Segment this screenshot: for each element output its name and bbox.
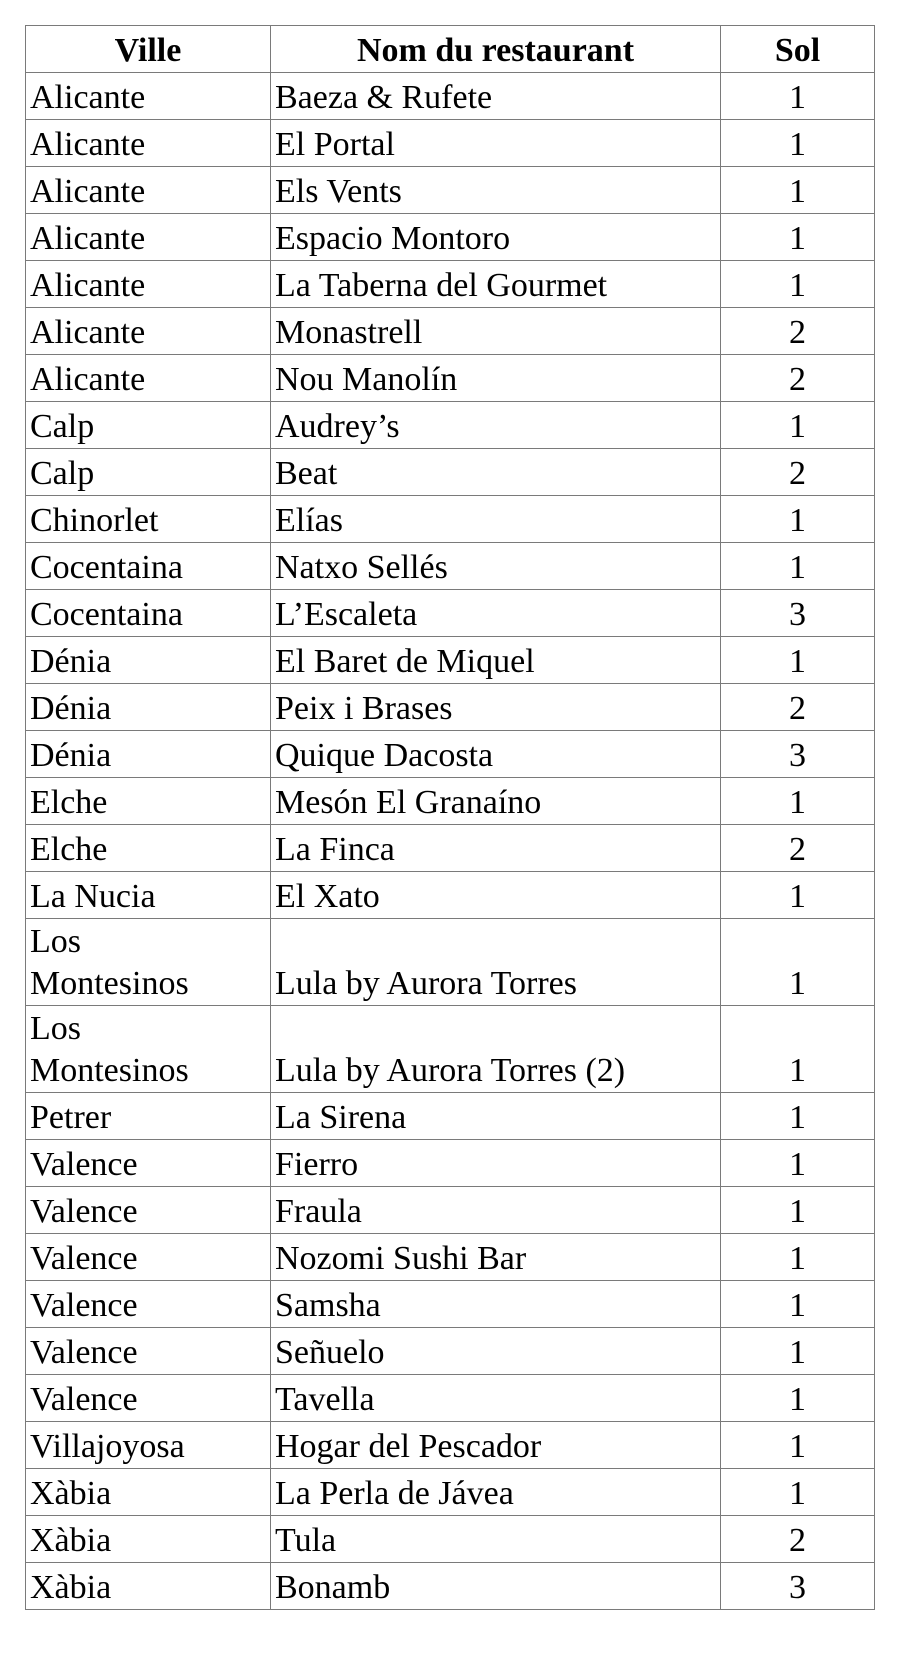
cell-restaurant: Lula by Aurora Torres (2) <box>271 1006 721 1093</box>
header-row <box>26 26 875 73</box>
cell-sol: 1 <box>721 120 875 167</box>
table-row <box>26 1187 875 1234</box>
table-row <box>26 355 875 402</box>
cell-sol: 1 <box>721 1469 875 1516</box>
header-city: Ville <box>26 26 271 73</box>
cell-sol: 2 <box>721 355 875 402</box>
cell-city: Valence <box>26 1375 271 1422</box>
cell-restaurant: Baeza & Rufete <box>271 73 721 120</box>
table-row <box>26 637 875 684</box>
cell-city: Xàbia <box>26 1516 271 1563</box>
cell-city: Villajoyosa <box>26 1422 271 1469</box>
cell-restaurant: Espacio Montoro <box>271 214 721 261</box>
cell-restaurant: L’Escaleta <box>271 590 721 637</box>
cell-city: Valence <box>26 1328 271 1375</box>
table-row <box>26 825 875 872</box>
cell-city: Alicante <box>26 167 271 214</box>
cell-city: Petrer <box>26 1093 271 1140</box>
cell-sol: 2 <box>721 308 875 355</box>
cell-restaurant: La Finca <box>271 825 721 872</box>
cell-city: Dénia <box>26 637 271 684</box>
table-row <box>26 402 875 449</box>
cell-city: Cocentaina <box>26 543 271 590</box>
cell-sol: 1 <box>721 1140 875 1187</box>
table-row <box>26 120 875 167</box>
cell-restaurant: Peix i Brases <box>271 684 721 731</box>
cell-sol: 1 <box>721 919 875 1006</box>
table-row <box>26 1375 875 1422</box>
cell-sol: 3 <box>721 731 875 778</box>
table-row <box>26 73 875 120</box>
table-row <box>26 1516 875 1563</box>
cell-sol: 1 <box>721 261 875 308</box>
cell-restaurant: Fierro <box>271 1140 721 1187</box>
cell-sol: 1 <box>721 543 875 590</box>
table-row <box>26 1140 875 1187</box>
cell-restaurant: Bonamb <box>271 1563 721 1610</box>
table-row <box>26 919 875 1006</box>
cell-restaurant: Tavella <box>271 1375 721 1422</box>
table-row <box>26 1093 875 1140</box>
cell-sol: 1 <box>721 496 875 543</box>
cell-city: Alicante <box>26 261 271 308</box>
cell-restaurant: El Baret de Miquel <box>271 637 721 684</box>
cell-restaurant: Nou Manolín <box>271 355 721 402</box>
table-body <box>26 73 875 1610</box>
cell-restaurant: Fraula <box>271 1187 721 1234</box>
cell-restaurant: Lula by Aurora Torres <box>271 919 721 1006</box>
cell-restaurant: Samsha <box>271 1281 721 1328</box>
table-row <box>26 731 875 778</box>
cell-restaurant: Els Vents <box>271 167 721 214</box>
cell-restaurant: El Portal <box>271 120 721 167</box>
header-restaurant: Nom du restaurant <box>271 26 721 73</box>
cell-restaurant: Señuelo <box>271 1328 721 1375</box>
cell-city: Xàbia <box>26 1469 271 1516</box>
cell-restaurant: Tula <box>271 1516 721 1563</box>
table-row <box>26 543 875 590</box>
cell-sol: 1 <box>721 1422 875 1469</box>
cell-sol: 2 <box>721 449 875 496</box>
table-row <box>26 1234 875 1281</box>
table-row <box>26 1469 875 1516</box>
cell-sol: 1 <box>721 778 875 825</box>
cell-sol: 1 <box>721 872 875 919</box>
cell-city: Cocentaina <box>26 590 271 637</box>
cell-sol: 2 <box>721 1516 875 1563</box>
cell-city: Alicante <box>26 214 271 261</box>
cell-city: Valence <box>26 1140 271 1187</box>
cell-restaurant: La Perla de Jávea <box>271 1469 721 1516</box>
restaurant-table <box>25 25 875 1610</box>
cell-sol: 2 <box>721 684 875 731</box>
cell-sol: 1 <box>721 1328 875 1375</box>
cell-sol: 1 <box>721 637 875 684</box>
cell-restaurant: La Taberna del Gourmet <box>271 261 721 308</box>
cell-city: Los Montesinos <box>26 919 271 1006</box>
cell-sol: 1 <box>721 1375 875 1422</box>
table-row <box>26 1281 875 1328</box>
cell-city: Alicante <box>26 308 271 355</box>
cell-city: Calp <box>26 449 271 496</box>
cell-restaurant: El Xato <box>271 872 721 919</box>
cell-city: Elche <box>26 778 271 825</box>
cell-city: La Nucia <box>26 872 271 919</box>
cell-restaurant: La Sirena <box>271 1093 721 1140</box>
cell-restaurant: Audrey’s <box>271 402 721 449</box>
cell-sol: 1 <box>721 73 875 120</box>
table-row <box>26 496 875 543</box>
cell-sol: 1 <box>721 1281 875 1328</box>
cell-city: Alicante <box>26 73 271 120</box>
cell-restaurant: Beat <box>271 449 721 496</box>
header-sol: Sol <box>721 26 875 73</box>
cell-restaurant: Mesón El Granaíno <box>271 778 721 825</box>
table-row <box>26 449 875 496</box>
cell-city: Los Montesinos <box>26 1006 271 1093</box>
table-row <box>26 1422 875 1469</box>
cell-restaurant: Elías <box>271 496 721 543</box>
table-row <box>26 684 875 731</box>
cell-restaurant: Nozomi Sushi Bar <box>271 1234 721 1281</box>
cell-restaurant: Quique Dacosta <box>271 731 721 778</box>
cell-restaurant: Natxo Sellés <box>271 543 721 590</box>
cell-sol: 1 <box>721 214 875 261</box>
table-row <box>26 167 875 214</box>
cell-city: Alicante <box>26 120 271 167</box>
cell-sol: 1 <box>721 167 875 214</box>
cell-sol: 3 <box>721 1563 875 1610</box>
cell-city: Dénia <box>26 684 271 731</box>
cell-city: Alicante <box>26 355 271 402</box>
cell-city: Valence <box>26 1234 271 1281</box>
table-row <box>26 872 875 919</box>
table-row <box>26 308 875 355</box>
cell-city: Xàbia <box>26 1563 271 1610</box>
cell-sol: 3 <box>721 590 875 637</box>
cell-city: Valence <box>26 1281 271 1328</box>
table-row <box>26 214 875 261</box>
cell-restaurant: Monastrell <box>271 308 721 355</box>
cell-city: Elche <box>26 825 271 872</box>
cell-sol: 1 <box>721 1234 875 1281</box>
cell-sol: 1 <box>721 1093 875 1140</box>
cell-city: Valence <box>26 1187 271 1234</box>
table-row <box>26 590 875 637</box>
cell-sol: 1 <box>721 1006 875 1093</box>
table-row <box>26 1328 875 1375</box>
cell-restaurant: Hogar del Pescador <box>271 1422 721 1469</box>
table-row <box>26 261 875 308</box>
cell-city: Chinorlet <box>26 496 271 543</box>
cell-city: Calp <box>26 402 271 449</box>
cell-sol: 1 <box>721 402 875 449</box>
cell-city: Dénia <box>26 731 271 778</box>
table-row <box>26 1563 875 1610</box>
cell-sol: 2 <box>721 825 875 872</box>
table-row <box>26 1006 875 1093</box>
cell-sol: 1 <box>721 1187 875 1234</box>
table-row <box>26 778 875 825</box>
